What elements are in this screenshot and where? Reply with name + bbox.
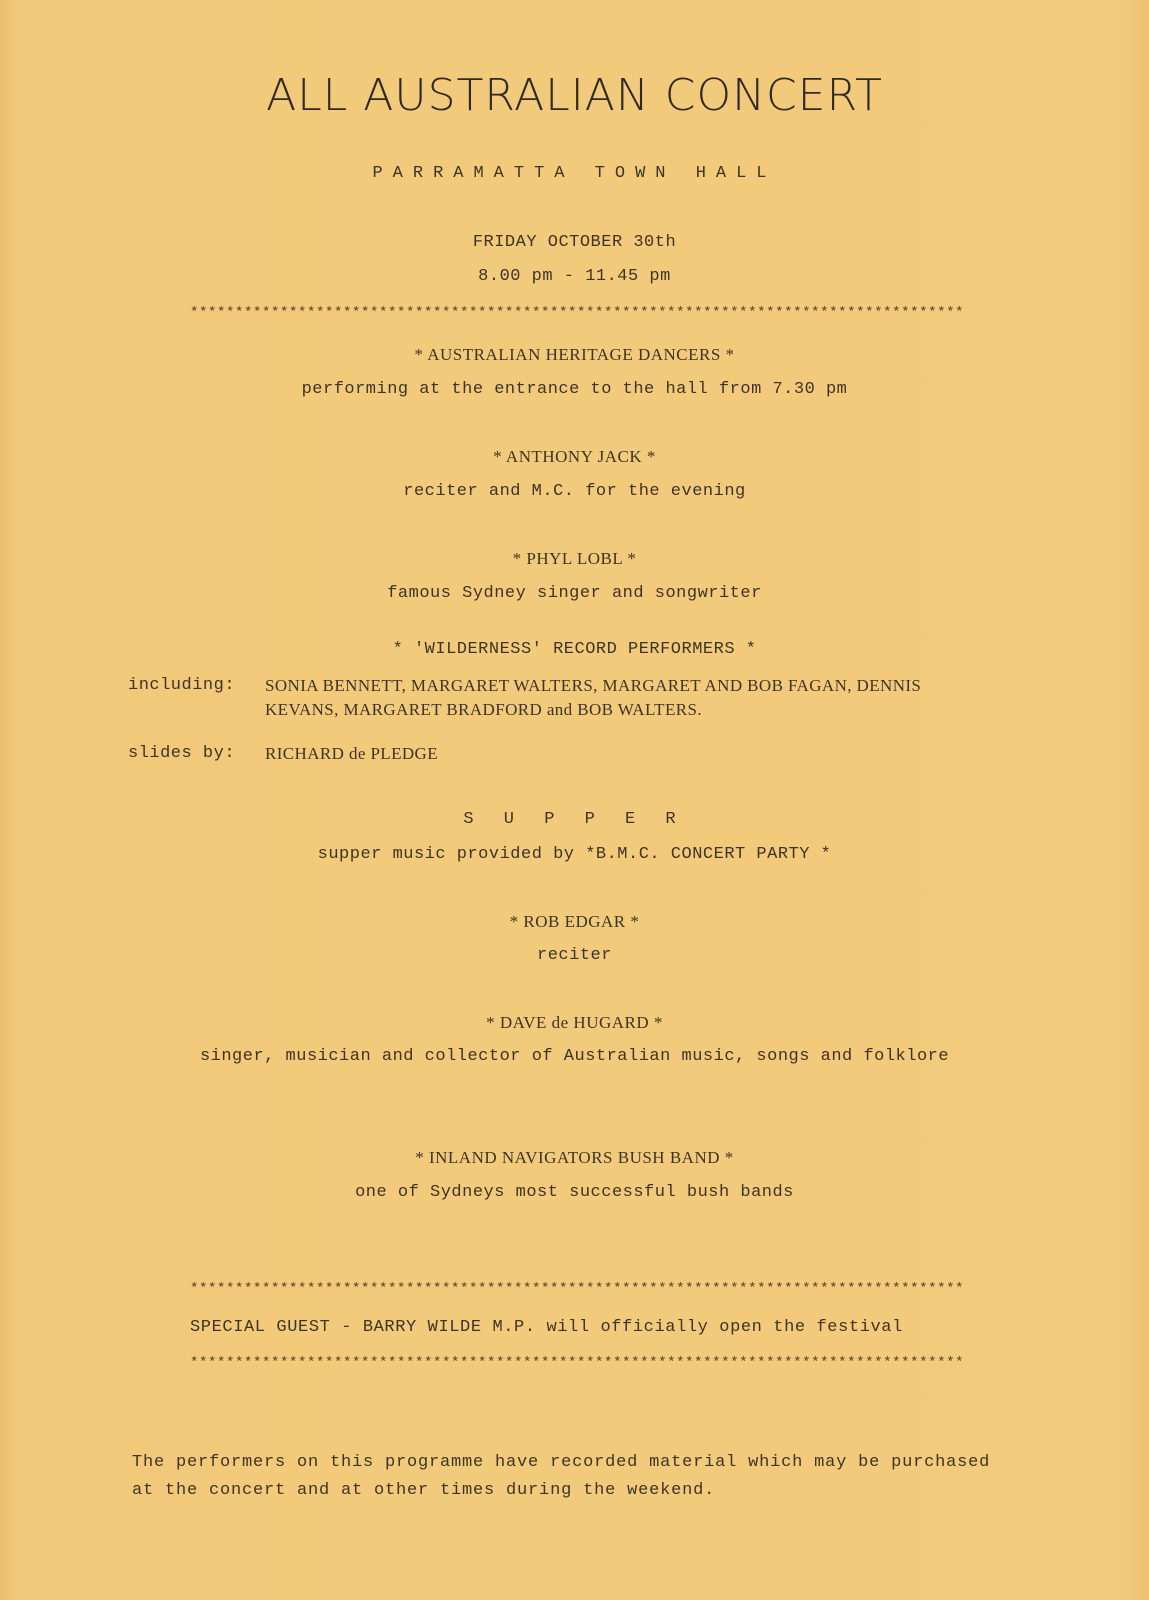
- star-divider-bottom: **************************************************************************************: [190, 1355, 965, 1371]
- supper-heading: S U P P E R: [463, 810, 686, 829]
- footer-line-2: at the concert and at other times during the weekend.: [132, 1481, 716, 1500]
- page-title: ALL AUSTRALIAN CONCERT: [266, 70, 883, 121]
- venue: PARRAMATTA TOWN HALL: [372, 164, 777, 183]
- including-line-2: KEVANS, MARGARET BRADFORD and BOB WALTERS.: [265, 700, 702, 719]
- slides-label: slides by:: [128, 744, 236, 763]
- act-name-phyl-lobl: * PHYL LOBL *: [512, 549, 637, 568]
- act-desc-heritage-dancers: performing at the entrance to the hall from 7.30 pm: [301, 380, 848, 399]
- footer-line-1: The performers on this programme have recorded material which may be purchased: [132, 1453, 991, 1472]
- act-name-inland-navigators: * INLAND NAVIGATORS BUSH BAND *: [415, 1148, 734, 1167]
- star-divider-top: **************************************************************************************: [190, 305, 965, 321]
- event-date: FRIDAY OCTOBER 30th: [472, 233, 677, 252]
- act-desc-dave-de-hugard: singer, musician and collector of Australian music, songs and folklore: [199, 1047, 950, 1066]
- act-name-wilderness: * 'WILDERNESS' RECORD PERFORMERS *: [392, 640, 757, 659]
- special-guest: SPECIAL GUEST - BARRY WILDE M.P. will officially open the festival: [190, 1318, 903, 1337]
- act-desc-rob-edgar: reciter: [537, 946, 612, 965]
- act-name-anthony-jack: * ANTHONY JACK *: [493, 447, 656, 466]
- slides-value: RICHARD de PLEDGE: [265, 744, 439, 763]
- star-divider-middle: **************************************************************************************: [190, 1281, 965, 1297]
- act-name-dave-de-hugard: * DAVE de HUGARD *: [486, 1013, 663, 1032]
- act-desc-inland-navigators: one of Sydneys most successful bush bands: [355, 1183, 794, 1202]
- act-name-heritage-dancers: * AUSTRALIAN HERITAGE DANCERS *: [414, 345, 735, 364]
- including-label: including:: [128, 676, 236, 695]
- act-desc-phyl-lobl: famous Sydney singer and songwriter: [387, 584, 762, 603]
- including-line-1: SONIA BENNETT, MARGARET WALTERS, MARGARET AND BOB FAGAN, DENNIS: [265, 676, 922, 695]
- act-name-rob-edgar: * ROB EDGAR *: [509, 912, 640, 931]
- event-time: 8.00 pm - 11.45 pm: [478, 267, 671, 286]
- act-desc-anthony-jack: reciter and M.C. for the evening: [403, 482, 746, 501]
- supper-desc: supper music provided by *B.M.C. CONCERT PARTY *: [317, 845, 832, 864]
